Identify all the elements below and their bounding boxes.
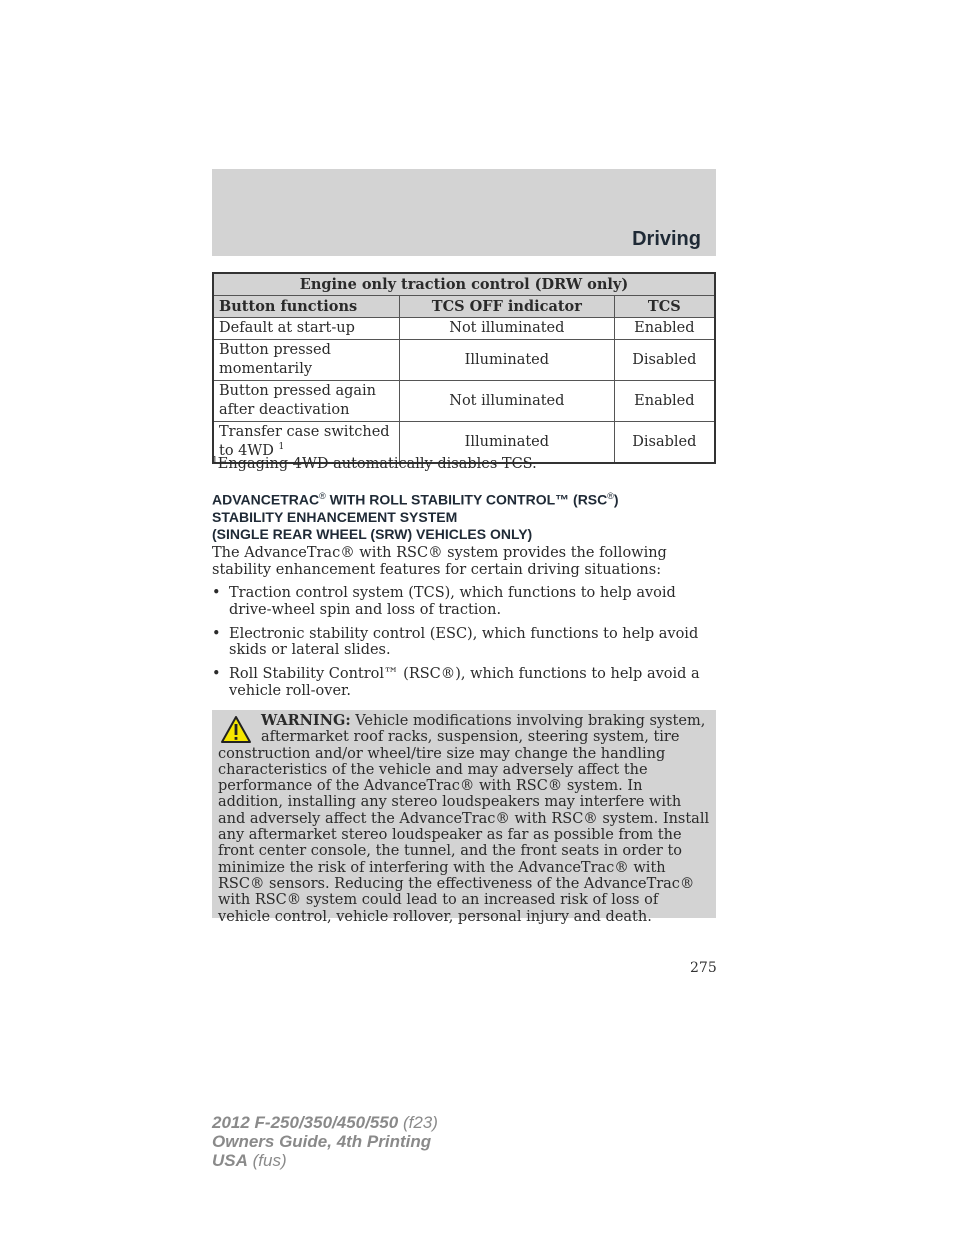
section-title: Driving xyxy=(632,228,701,250)
intro-paragraph: The AdvanceTrac® with RSC® system provides the following stability enhancement features for certain driving situations: xyxy=(212,545,667,578)
table-footnote xyxy=(212,456,537,472)
list-item xyxy=(212,626,716,659)
footnote-reference: 1 xyxy=(278,442,285,452)
heading-text: WITH ROLL STABILITY CONTROL™ (RSC xyxy=(325,491,608,508)
table-cell-tcs: Disabled xyxy=(614,340,715,381)
column-header: Button functions xyxy=(213,296,400,318)
section-heading xyxy=(212,488,716,543)
edition-market-code: (fus) xyxy=(247,1151,287,1170)
table-cell-indicator: Illuminated xyxy=(400,422,615,464)
heading-line-3: (SINGLE REAR WHEEL (SRW) VEHICLES ONLY) xyxy=(212,525,533,542)
footnote-text: Engaging 4WD automatically disables TCS. xyxy=(217,456,537,472)
table-cell-indicator: Not illuminated xyxy=(400,318,615,340)
table-row xyxy=(213,381,715,422)
list-item xyxy=(212,666,716,699)
table-row xyxy=(213,340,715,381)
warning-text xyxy=(218,713,710,925)
feature-list xyxy=(212,585,716,707)
function-text: Transfer case switched to 4WD xyxy=(219,424,390,459)
section-header-band xyxy=(212,169,716,256)
heading-text: ADVANCETRAC xyxy=(212,491,320,508)
edition-line-3 xyxy=(212,1151,438,1170)
table-cell-tcs: Disabled xyxy=(614,422,715,464)
list-item-text: Roll Stability Control™ (RSC®), which functions to help avoid a vehicle roll-over. xyxy=(229,666,700,699)
list-item xyxy=(212,585,716,618)
table-header-row xyxy=(213,296,715,318)
table-cell-tcs: Enabled xyxy=(614,381,715,422)
table-cell-function: Button pressed again after deactivation xyxy=(213,381,400,422)
list-item-text: Traction control system (TCS), which functions to help avoid drive-wheel spin and loss of traction. xyxy=(229,585,676,618)
table-cell-indicator: Illuminated xyxy=(400,340,615,381)
heading-line-2: STABILITY ENHANCEMENT SYSTEM xyxy=(212,508,458,525)
bullet: • xyxy=(212,625,221,642)
table-cell-tcs: Enabled xyxy=(614,318,715,340)
table-cell-function: Default at start-up xyxy=(213,318,400,340)
edition-line-1 xyxy=(212,1113,438,1132)
heading-text: ) xyxy=(613,491,619,508)
list-item-text: Electronic stability control (ESC), which functions to help avoid skids or lateral slides. xyxy=(229,625,699,658)
column-header: TCS xyxy=(614,296,715,318)
edition-model: 2012 F-250/350/450/550 xyxy=(212,1113,399,1132)
edition-line-2: Owners Guide, 4th Printing xyxy=(212,1132,432,1151)
bullet: • xyxy=(212,585,221,601)
warning-body: Vehicle modifications involving braking system, aftermarket roof racks, suspension, steering system, tire construction and/or wheel/tire size may change the handling characteristics of the vehicle and may adversely affect the performance of the AdvanceTrac® with RSC® system. In addition, installing any stereo loudspeakers may interfere with and adversely affect the AdvanceTrac® with RSC® system. Install any aftermarket stereo loudspeaker as far as possible from the front center console, the tunnel, and the front seats in order to minimize the risk of interfering with the AdvanceTrac® with RSC® sensors. Reducing the effectiveness of the AdvanceTrac® with RSC® system could lead to an increased risk of loss of vehicle control, vehicle rollover, personal injury and death. xyxy=(218,713,710,925)
table-row xyxy=(213,318,715,340)
footnote-mark: 1 xyxy=(212,456,218,466)
registered-mark: ® xyxy=(319,491,326,501)
registered-mark: ® xyxy=(607,491,614,501)
warning-label: WARNING: xyxy=(261,712,351,729)
page-number: 275 xyxy=(690,960,717,976)
bullet: • xyxy=(212,666,221,682)
warning-box xyxy=(212,710,716,925)
traction-control-table xyxy=(212,272,716,464)
table-cell-indicator: Not illuminated xyxy=(400,381,615,422)
edition-code: (f23) xyxy=(398,1113,438,1132)
heading-line-1 xyxy=(212,488,716,509)
edition-footer xyxy=(212,1113,438,1170)
table-cell-function: Button pressed momentarily xyxy=(213,340,400,381)
table-caption: Engine only traction control (DRW only) xyxy=(213,273,715,296)
column-header: TCS OFF indicator xyxy=(400,296,615,318)
table-caption-row xyxy=(213,273,715,296)
edition-market: USA xyxy=(212,1151,248,1170)
